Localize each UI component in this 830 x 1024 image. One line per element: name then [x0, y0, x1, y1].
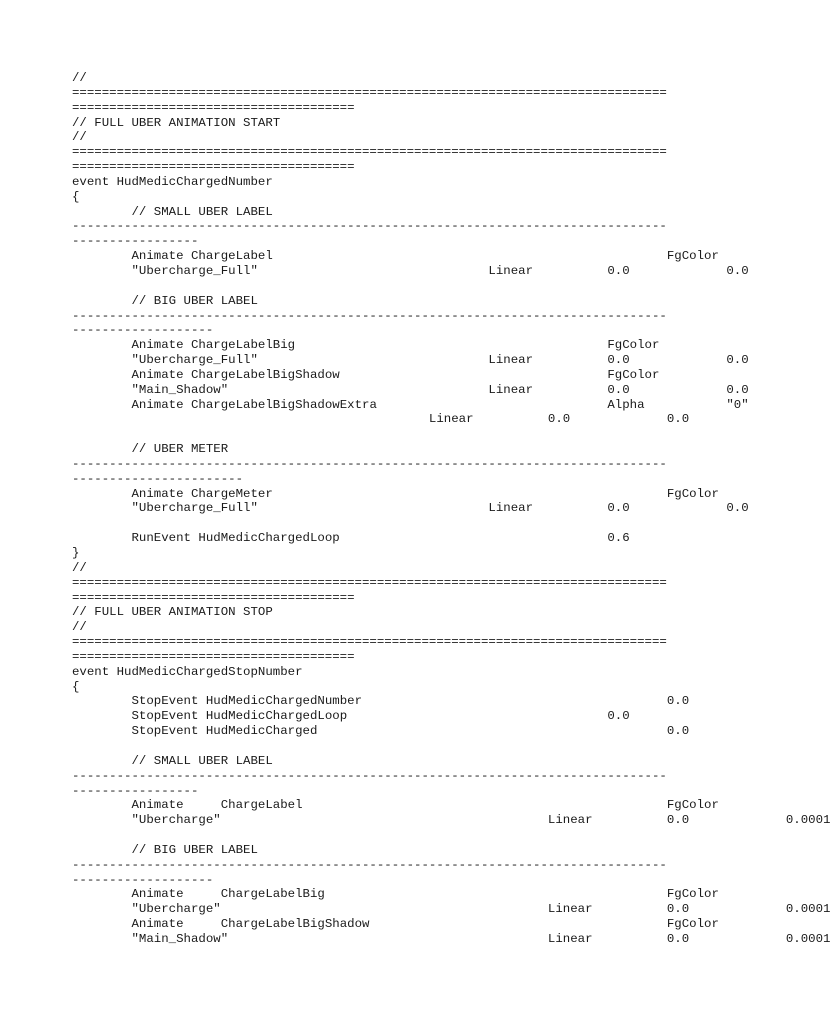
code-line: "Ubercharge_Full" Linear 0.0 0.0 [72, 501, 749, 516]
code-line: -------------------------------------------------------------------------------- [72, 308, 667, 323]
code-line: ----------------- [72, 234, 199, 249]
code-line: -------------------------------------------------------------------------------- [72, 456, 667, 471]
code-line: "Ubercharge_Full" Linear 0.0 0.0 [72, 353, 749, 368]
code-line: Animate ChargeMeter FgColor [72, 486, 719, 501]
code-line: ================================================================================ [72, 635, 667, 650]
code-line: Animate ChargeLabel FgColor [72, 249, 719, 264]
code-line [72, 279, 712, 294]
code-line: event HudMedicChargedStopNumber [72, 664, 303, 679]
code-line: } [72, 546, 80, 560]
code-line: Animate ChargeLabelBigShadow FgColor [72, 367, 660, 382]
code-line: Animate ChargeLabel FgColor [72, 798, 719, 813]
code-line: Animate ChargeLabelBigShadow FgColor [72, 917, 719, 932]
code-line: ====================================== [72, 590, 355, 605]
code-line: // BIG UBER LABEL [72, 842, 258, 857]
code-line: // FULL UBER ANIMATION START [72, 115, 281, 130]
code-line: // BIG UBER LABEL [72, 293, 258, 308]
code-line: "Main_Shadow" Linear 0.0 0.0001 [72, 931, 830, 946]
code-line: Animate ChargeLabelBigShadowExtra Alpha "0" [72, 397, 749, 412]
code-line: ====================================== [72, 160, 355, 175]
document-page [72, 71, 830, 947]
code-line: // FULL UBER ANIMATION STOP [72, 605, 273, 620]
code-line: StopEvent HudMedicChargedNumber 0.0 [72, 694, 690, 709]
code-line: // [72, 560, 87, 575]
code-line: ----------------------- [72, 471, 244, 486]
code-line: // UBER METER [72, 442, 229, 457]
code-line: // SMALL UBER LABEL [72, 753, 273, 768]
code-line: ====================================== [72, 100, 355, 115]
code-line: // [72, 620, 87, 635]
code-line: // [72, 71, 87, 85]
code-line: ------------------- [72, 872, 214, 887]
code-line: { [72, 189, 80, 204]
code-line: -------------------------------------------------------------------------------- [72, 857, 667, 872]
code-line: ================================================================================ [72, 145, 667, 160]
code-line: { [72, 679, 80, 694]
code-line: Animate ChargeLabelBig FgColor [72, 338, 660, 353]
code-line: StopEvent HudMedicCharged 0.0 [72, 724, 690, 739]
code-line: ----------------- [72, 783, 199, 798]
code-line: Animate ChargeLabelBig FgColor [72, 887, 719, 902]
code-line: ------------------- [72, 323, 214, 338]
code-line [72, 427, 712, 442]
code-line: event HudMedicChargedNumber [72, 174, 273, 189]
code-line: StopEvent HudMedicChargedLoop 0.0 [72, 709, 630, 724]
code-listing [72, 71, 830, 947]
code-line: // [72, 130, 87, 145]
code-line: Linear 0.0 0.0 [72, 412, 690, 427]
code-line: "Ubercharge" Linear 0.0 0.0001 [72, 902, 830, 917]
code-line: ====================================== [72, 649, 355, 664]
code-line [72, 516, 712, 531]
code-line: "Main_Shadow" Linear 0.0 0.0 [72, 382, 749, 397]
code-line: "Ubercharge" Linear 0.0 0.0001 [72, 813, 830, 828]
code-line: ================================================================================ [72, 575, 667, 590]
code-line: RunEvent HudMedicChargedLoop 0.6 [72, 531, 630, 546]
code-line: ================================================================================ [72, 85, 667, 100]
code-line [72, 828, 712, 843]
code-line: -------------------------------------------------------------------------------- [72, 219, 667, 234]
code-line: // SMALL UBER LABEL [72, 204, 273, 219]
code-line: "Ubercharge_Full" Linear 0.0 0.0 [72, 263, 749, 278]
code-line [72, 739, 712, 754]
code-line: -------------------------------------------------------------------------------- [72, 768, 667, 783]
